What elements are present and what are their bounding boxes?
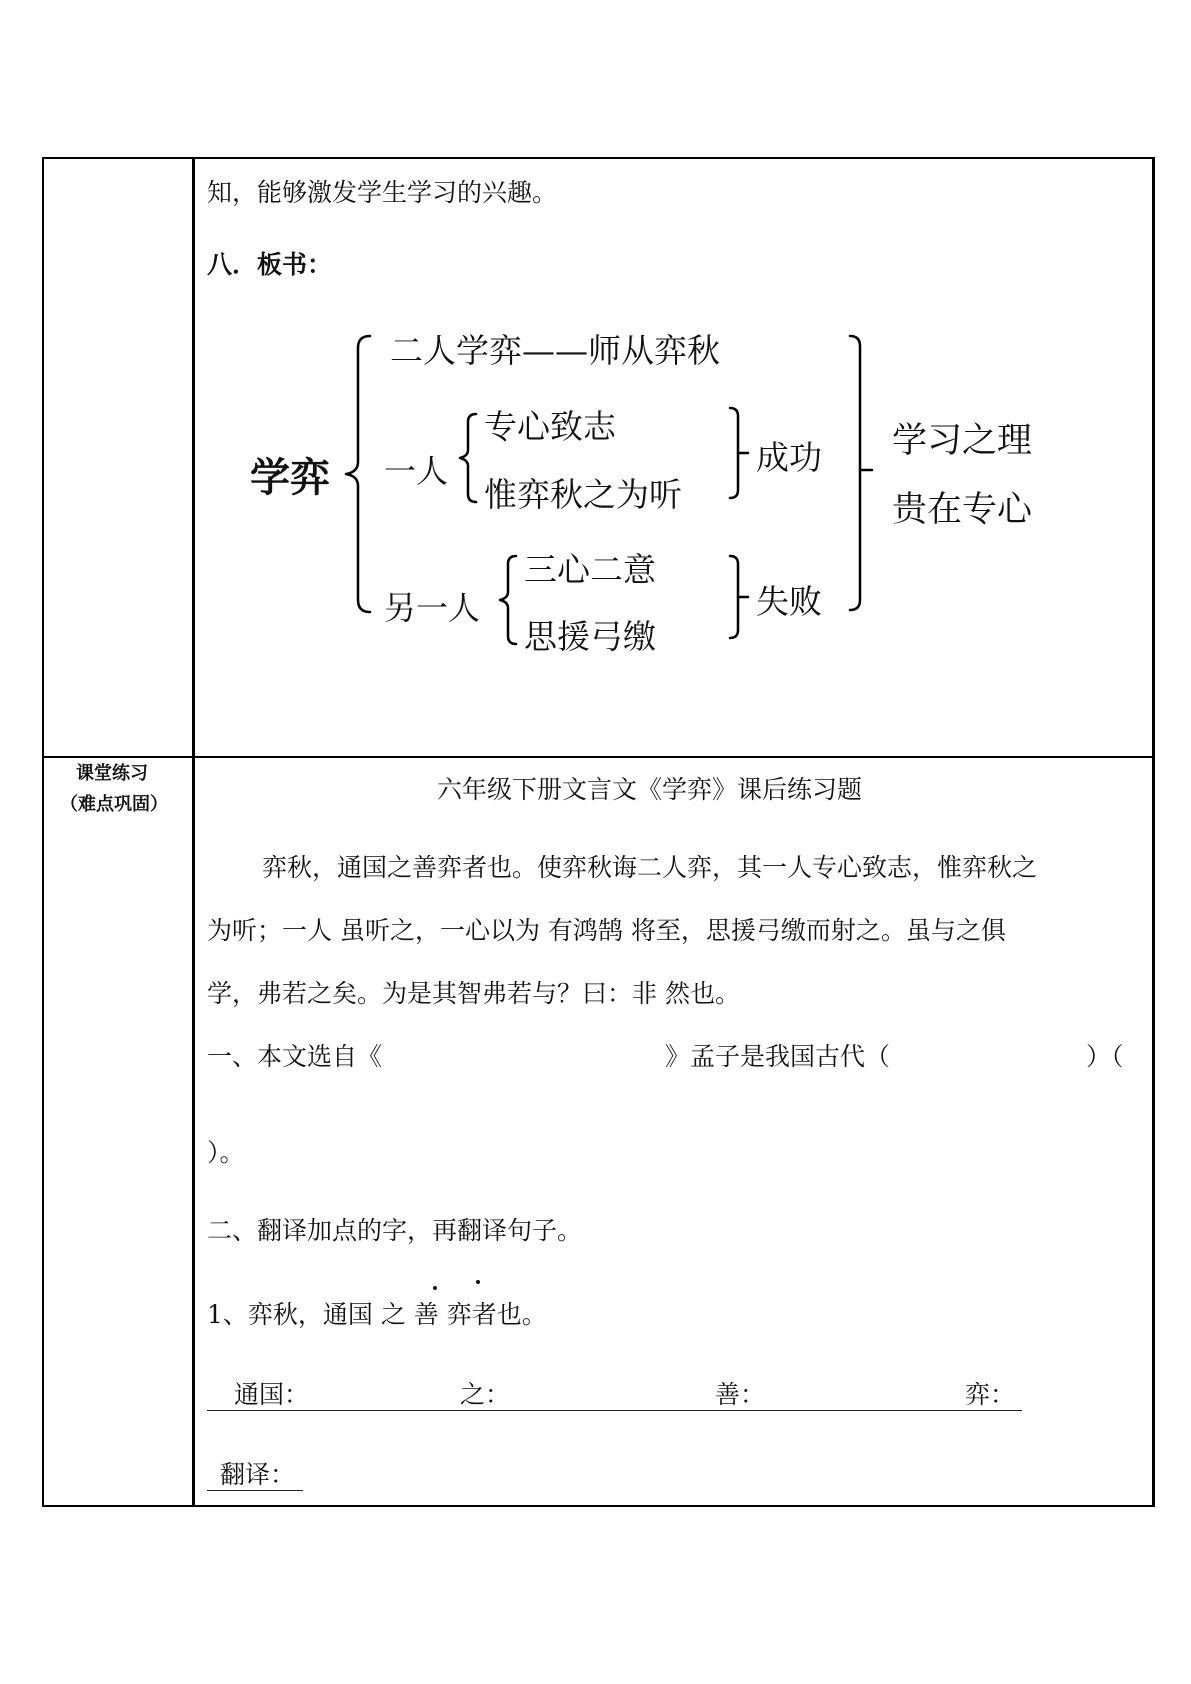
blank-label-tongguo: 通国：: [234, 1380, 310, 1409]
p2-left-brace: [500, 556, 516, 644]
board-conclusion-1: 学习之理: [892, 421, 1033, 461]
board-p1-result: 成功: [756, 438, 822, 477]
section-heading: 八．板书：: [207, 250, 333, 279]
passage-line-3: 学，弗若之矣。为是其智弗若与？曰：非 然也。: [207, 979, 740, 1008]
board-p1-trait-1: 专心致志: [484, 407, 616, 446]
translate-label: 翻译：: [220, 1460, 296, 1489]
big-right-bracket: [850, 336, 860, 610]
board-person-two: 另一人: [384, 589, 481, 627]
blank-label-shan: 善：: [715, 1380, 766, 1409]
question-1-part-d: ）。: [207, 1138, 245, 1167]
board-p1-trait-2: 惟弈秋之为听: [484, 475, 682, 514]
left-label-line2: （难点巩固）: [60, 794, 168, 815]
emphasis-dot: [433, 1286, 437, 1290]
section-continuation-text: 知，能够激发学生学习的兴趣。: [207, 178, 558, 207]
board-p2-result: 失败: [756, 582, 822, 621]
board-person-one: 一人: [384, 452, 449, 490]
board-conclusion-2: 贵在专心: [892, 490, 1033, 530]
board-title: 学弈: [250, 455, 330, 501]
question-1-part-c: ）（: [1086, 1042, 1124, 1071]
p1-left-brace: [460, 414, 476, 502]
question-2-heading: 二、翻译加点的字，再翻译句子。: [207, 1216, 583, 1245]
exercise-title: 六年级下册文言文《学弈》课后练习题: [437, 775, 863, 804]
blank-label-yi: 弈：: [965, 1380, 1016, 1409]
translate-underline[interactable]: [207, 1490, 303, 1491]
blank-label-zhi: 之：: [460, 1380, 511, 1409]
board-p2-trait-1: 三心二意: [524, 550, 656, 589]
question-1-part-a: 一、本文选自《: [207, 1042, 383, 1071]
board-p2-trait-2: 思援弓缴: [524, 617, 656, 656]
question-2-item-1: 1、弈秋，通国 之 善 弈者也。: [207, 1300, 547, 1329]
big-left-brace: [346, 336, 370, 612]
answer-underline[interactable]: [207, 1410, 1022, 1411]
board-top-line: 二人学弈——师从弈秋: [390, 331, 720, 370]
passage-line-2: 为听；一人 虽听之，一心以为 有鸿鹄 将至，思援弓缴而射之。虽与之俱: [207, 916, 1006, 945]
left-label-line1: 课堂练习: [76, 763, 148, 784]
emphasis-dot: [476, 1280, 480, 1284]
question-1-part-b: 》孟子是我国古代（: [665, 1042, 891, 1071]
passage-line-1: 弈秋，通国之善弈者也。使弈秋诲二人弈，其一人专心致志，惟弈秋之: [262, 853, 1038, 882]
